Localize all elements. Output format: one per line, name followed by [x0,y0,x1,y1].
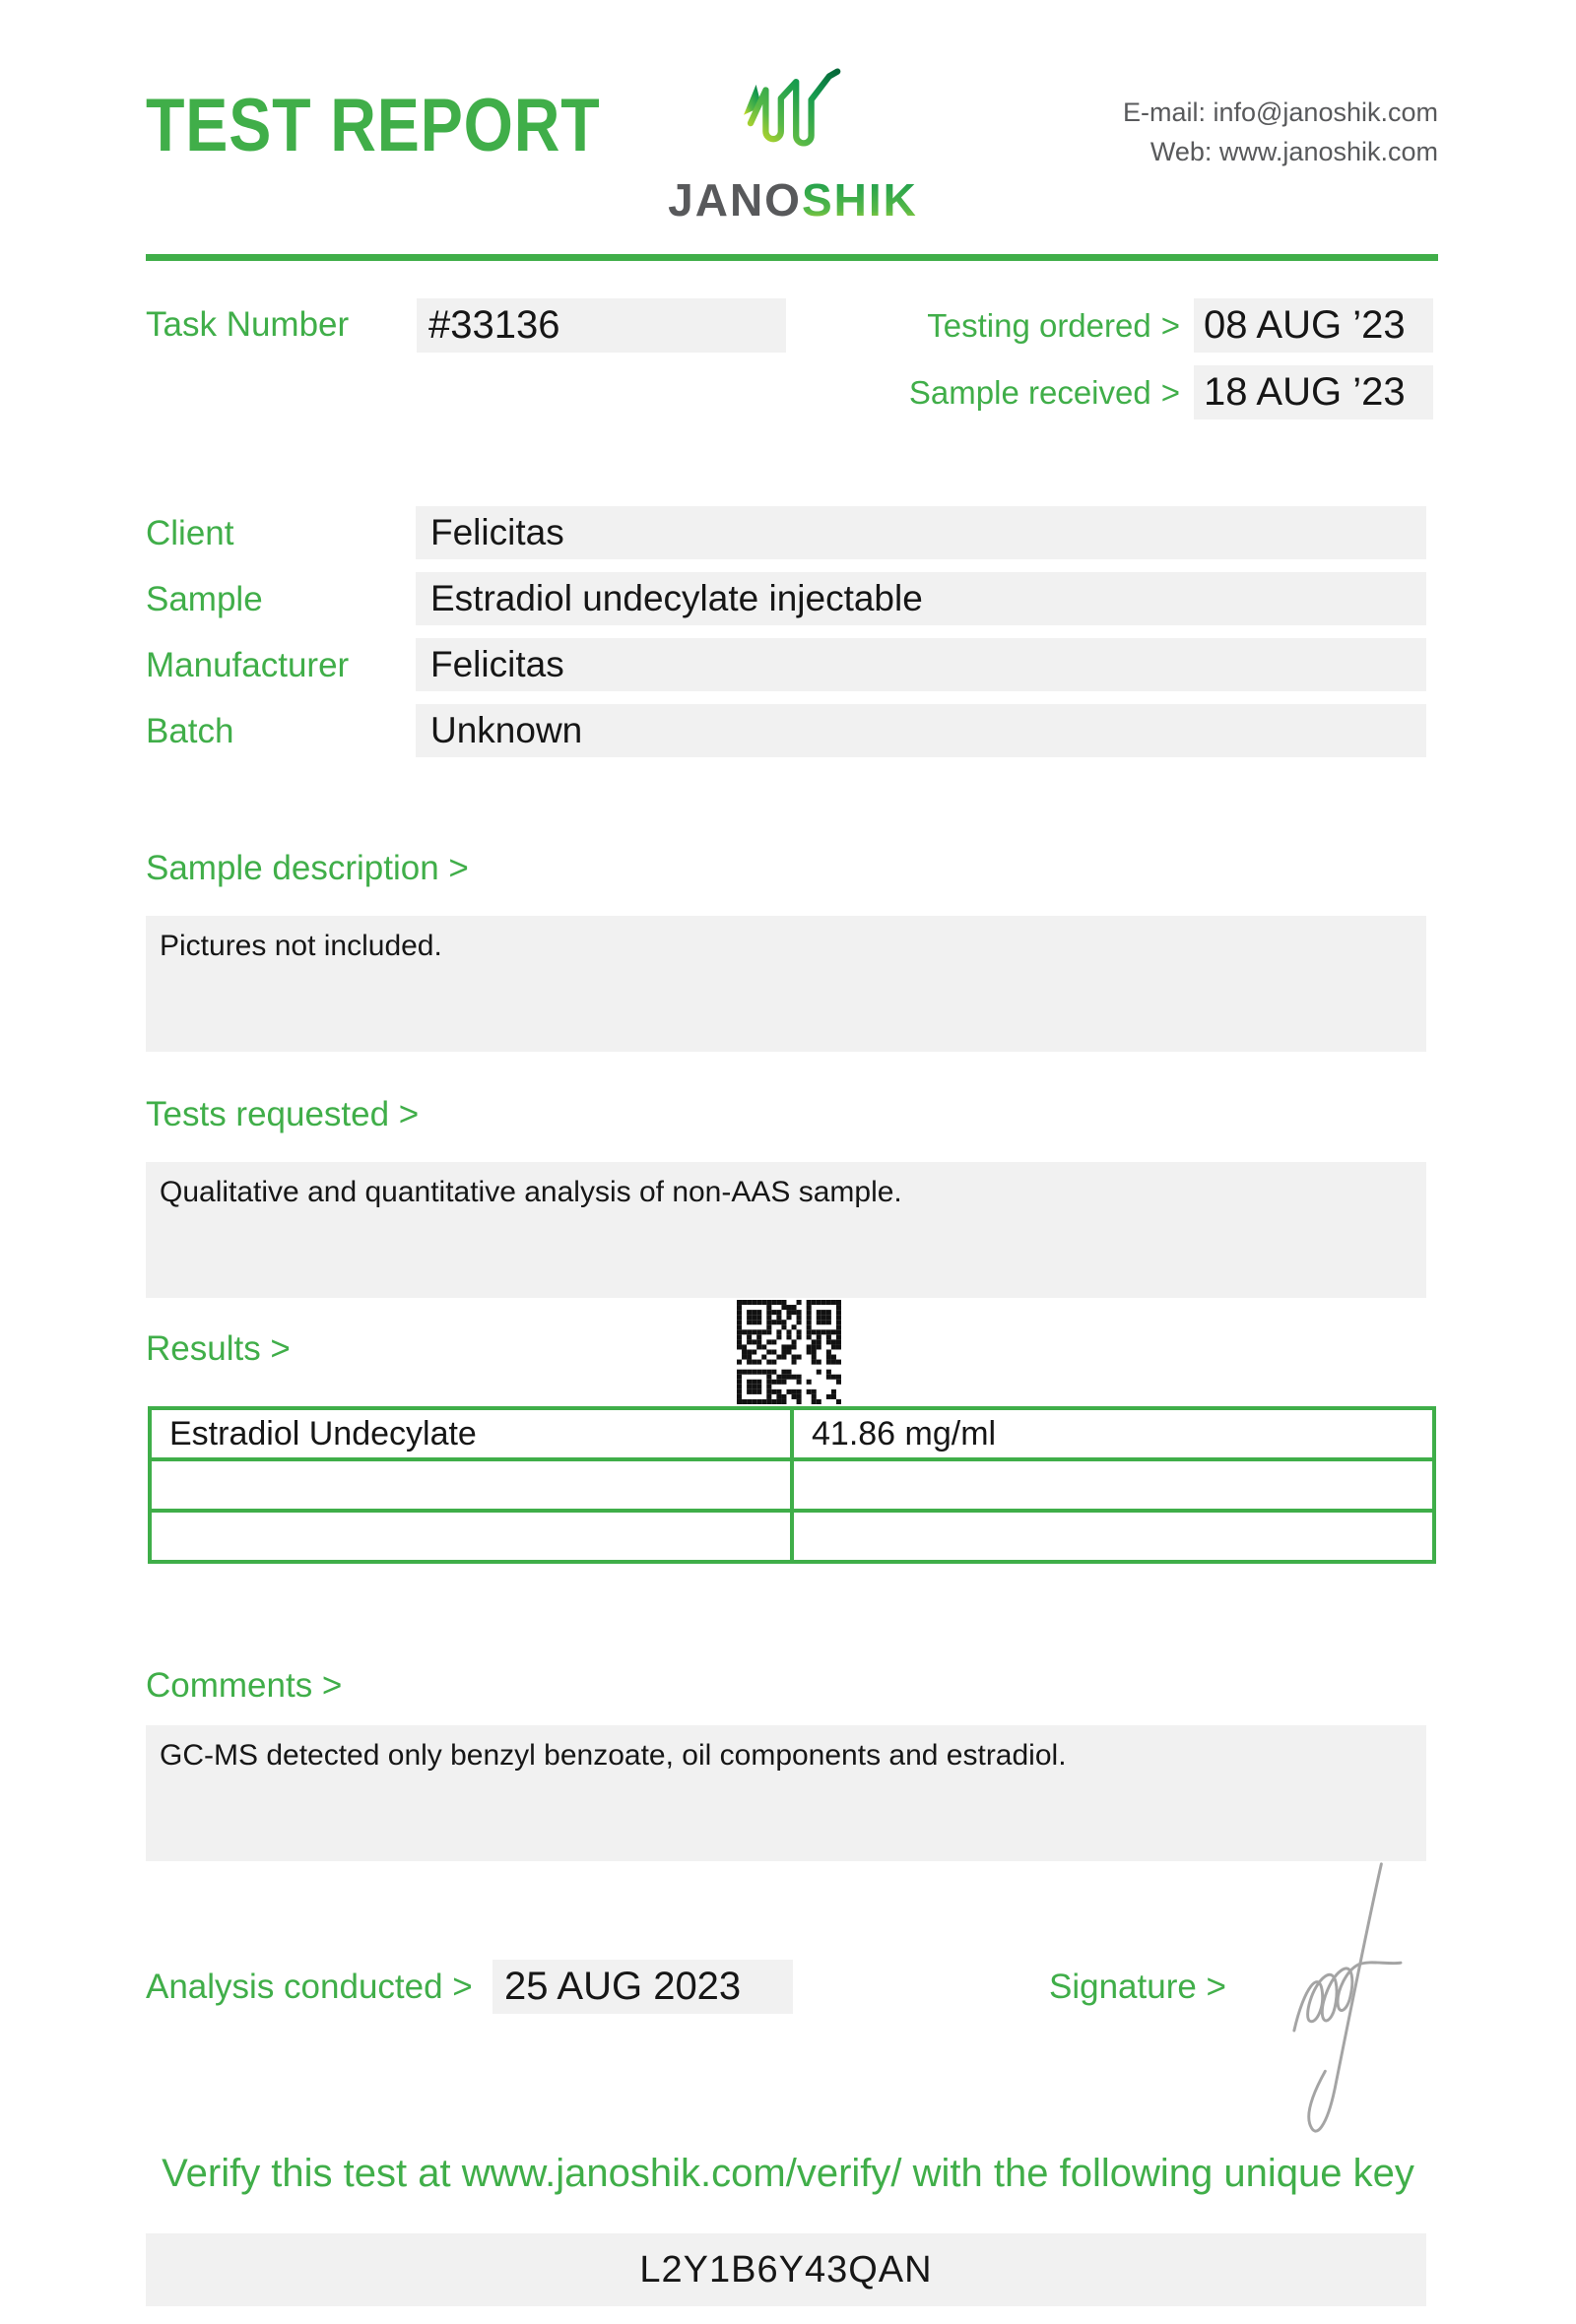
batch-value: Unknown [430,710,583,750]
logo-text-shik: SHIK [801,175,918,226]
batch-label: Batch [146,712,234,750]
task-number-value-box [417,298,786,353]
qr-code [737,1300,841,1404]
contact-block [1123,93,1438,171]
page-title: TEST REPORT [146,84,601,167]
tests-requested-box [146,1162,1426,1298]
header-divider [146,254,1438,261]
sample-value-box [416,572,1426,625]
batch-value-box [416,704,1426,757]
result-analyte-cell [150,1459,792,1511]
manufacturer-label: Manufacturer [146,646,350,684]
verify-instruction: Verify this test at www.janoshik.com/verify/ with the following unique key [162,2152,1414,2195]
sample-received-arrow: > [1160,373,1180,411]
sample-value: Estradiol undecylate injectable [430,578,923,618]
result-analyte-cell [150,1511,792,1562]
sample-received-date: 18 AUG ’23 [1194,365,1433,420]
result-value-cell [792,1511,1434,1562]
results-table-row [150,1459,1434,1511]
signature-scribble [1266,1856,1423,2147]
result-value-cell: 41.86 mg/ml [792,1408,1434,1459]
analysis-date-box [492,1960,793,2014]
logo-wordmark [645,175,941,226]
task-number-label: Task Number [146,305,350,344]
unique-key-box [146,2233,1426,2306]
sample-received-row [886,365,1433,420]
logo-text-jano: JANO [668,175,802,226]
manufacturer-value-box [416,638,1426,691]
tests-requested-text: Qualitative and quantitative analysis of non-AAS sample. [160,1176,902,1208]
contact-web: Web: www.janoshik.com [1149,137,1438,166]
results-table-row [150,1511,1434,1562]
client-label: Client [146,514,234,552]
signature-label: Signature > [1049,1968,1226,2006]
logo-chart-icon [737,54,847,174]
analysis-conducted-label: Analysis conducted > [146,1968,473,2006]
contact-email: E-mail: info@janoshik.com [1122,97,1438,127]
testing-ordered-arrow: > [1160,306,1180,344]
client-value: Felicitas [430,512,564,552]
sample-label: Sample [146,580,263,618]
comments-box [146,1725,1426,1861]
sample-description-text: Pictures not included. [160,930,442,962]
testing-ordered-label: Testing ordered [927,306,1151,344]
task-number-value: #33136 [428,303,560,347]
result-analyte-cell: Estradiol Undecylate [150,1408,792,1459]
results-table [148,1406,1436,1564]
testing-ordered-date: 08 AUG ’23 [1194,298,1433,353]
comments-text: GC-MS detected only benzyl benzoate, oil components and estradiol. [160,1739,1067,1772]
testing-ordered-row [886,298,1433,353]
sample-description-box [146,916,1426,1052]
manufacturer-value: Felicitas [430,644,564,684]
unique-key: L2Y1B6Y43QAN [639,2249,933,2291]
results-heading: Results > [146,1329,291,1368]
sample-received-label: Sample received [908,373,1151,411]
sample-description-heading: Sample description > [146,849,469,887]
client-value-box [416,506,1426,559]
analysis-date: 25 AUG 2023 [504,1965,742,2008]
tests-requested-heading: Tests requested > [146,1095,420,1133]
results-table-row [150,1408,1434,1459]
svg-text:JANOSHIK [668,175,918,226]
comments-heading: Comments > [146,1666,343,1705]
result-value-cell [792,1459,1434,1511]
